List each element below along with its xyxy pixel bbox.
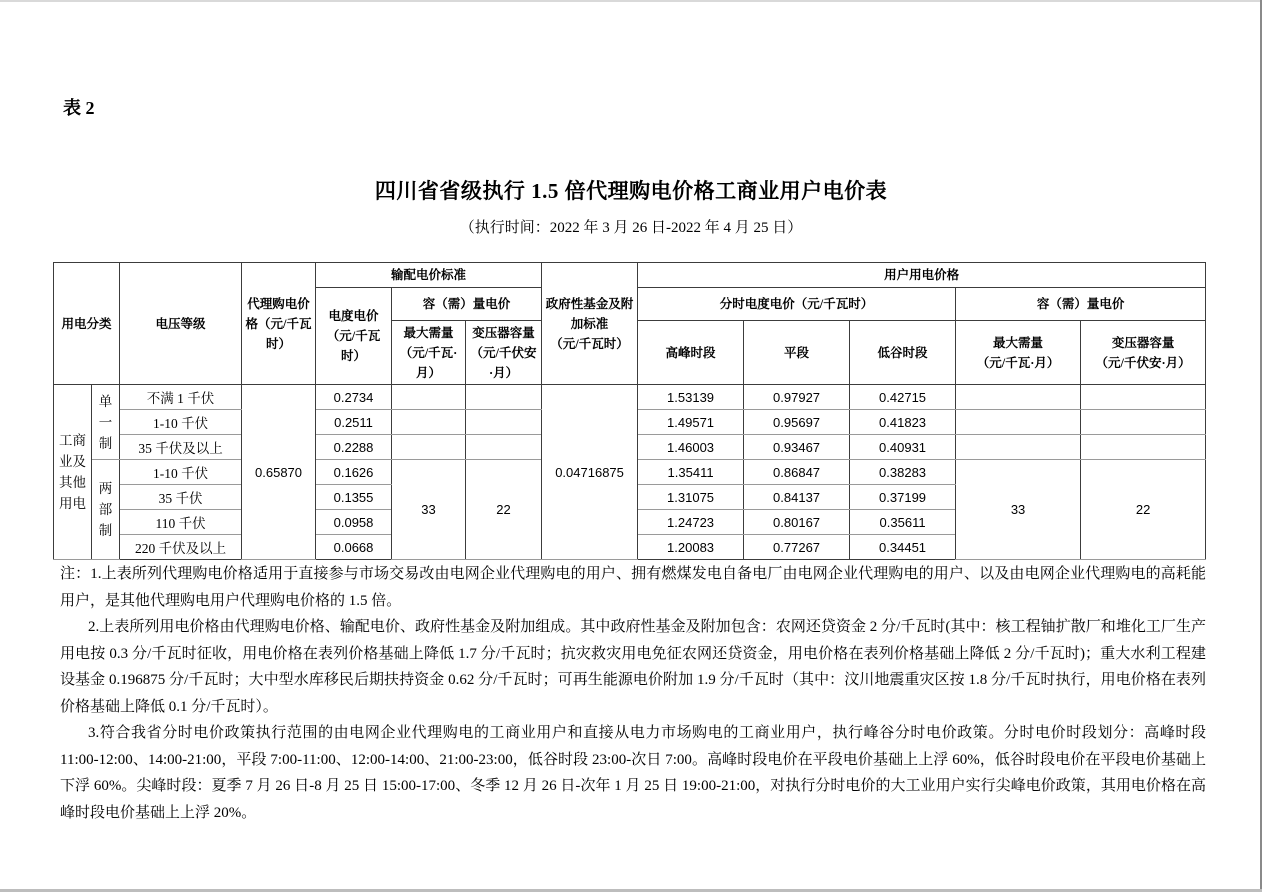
peak-price-cell: 1.20083 bbox=[638, 535, 744, 560]
header-govt-fund-label: 政府性基金及附加标准 bbox=[545, 296, 634, 331]
header-energy-price bbox=[316, 288, 392, 385]
flat-price-cell: 0.77267 bbox=[744, 535, 850, 560]
transformer-empty-cell bbox=[1081, 410, 1206, 435]
flat-price-cell: 0.97927 bbox=[744, 385, 850, 410]
voltage-cell: 35 千伏 bbox=[120, 485, 242, 510]
valley-price-cell: 0.34451 bbox=[850, 535, 956, 560]
header-max-demand-left-label: 最大需量 bbox=[403, 325, 454, 340]
header-tou-group: 分时电度电价（元/千瓦时） bbox=[638, 288, 956, 321]
peak-price-cell: 1.46003 bbox=[638, 435, 744, 460]
header-capacity-group-left: 容（需）量电价 bbox=[392, 288, 542, 321]
header-max-demand-left bbox=[392, 321, 466, 385]
transformer-empty-cell bbox=[466, 435, 542, 460]
energy-price-cell: 0.2511 bbox=[316, 410, 392, 435]
page-subtitle: （执行时间：2022 年 3 月 26 日-2022 年 4 月 25 日） bbox=[459, 220, 803, 236]
table-row bbox=[54, 385, 1206, 410]
header-energy-price-label: 电度电价 bbox=[328, 309, 379, 323]
voltage-cell: 110 千伏 bbox=[120, 510, 242, 535]
transformer-empty-cell bbox=[466, 410, 542, 435]
flat-price-cell: 0.84137 bbox=[744, 485, 850, 510]
transformer-empty-cell bbox=[1081, 435, 1206, 460]
header-transformer-left bbox=[466, 321, 542, 385]
header-agency-price: 代理购电价格（元/千瓦时） bbox=[242, 263, 316, 385]
max-demand-value-cell: 33 bbox=[392, 460, 466, 560]
header-usage-category: 用电分类 bbox=[54, 263, 120, 385]
voltage-cell: 1-10 千伏 bbox=[120, 460, 242, 485]
header-transformer-left-unit: （元/千伏安·月） bbox=[470, 345, 537, 380]
max-demand-empty-cell bbox=[956, 410, 1081, 435]
price-table bbox=[53, 262, 1206, 560]
header-transformer-right-label: 变压器容量 bbox=[1111, 335, 1175, 350]
table-header bbox=[54, 263, 1206, 385]
energy-price-cell: 0.0958 bbox=[316, 510, 392, 535]
header-capacity-group-right: 容（需）量电价 bbox=[956, 288, 1206, 321]
note-3: 3.符合我省分时电价政策执行范围的由电网企业代理购电的工商业用户和直接从电力市场购电的工商业用户，执行峰谷分时电价政策。分时电价时段划分：高峰时段 11:00-12:00、14:00-21:00，平段 7:00-11:00、12:00-14:00、21:00-23:00，低谷时段 23:00-次日 7:00。高峰时段电价在平段电价基础上上浮 60%，低谷时段电价在平段电价基础上下浮 60%。尖峰时段：夏季 7 月 26 日-8 月 25 日 15:00-17:00、冬季 12 月 26 日-次年 1 月 25 日 19:00-21:00，对执行分时电价的大工业用户实行尖峰电价政策，其用电价格在高峰时段电价基础上上浮 20%。 bbox=[60, 725, 1206, 821]
energy-price-cell: 0.2734 bbox=[316, 385, 392, 410]
flat-price-cell: 0.80167 bbox=[744, 510, 850, 535]
govt-fund-cell: 0.04716875 bbox=[542, 385, 638, 560]
transformer-empty-cell bbox=[466, 385, 542, 410]
max-demand-empty-cell bbox=[956, 385, 1081, 410]
max-demand-empty-cell bbox=[392, 385, 466, 410]
valley-price-cell: 0.38283 bbox=[850, 460, 956, 485]
header-voltage-level: 电压等级 bbox=[120, 263, 242, 385]
table-label: 表 2 bbox=[63, 98, 95, 118]
single-system-cell: 单一制 bbox=[92, 385, 120, 460]
max-demand-value-cell: 33 bbox=[956, 460, 1081, 560]
peak-price-cell: 1.31075 bbox=[638, 485, 744, 510]
header-flat: 平段 bbox=[744, 321, 850, 385]
voltage-cell: 220 千伏及以上 bbox=[120, 535, 242, 560]
table-body bbox=[54, 385, 1206, 560]
header-transmission-group: 输配电价标准 bbox=[316, 263, 542, 288]
transformer-value-cell: 22 bbox=[1081, 460, 1206, 560]
page-edge-top bbox=[0, 0, 1262, 2]
valley-price-cell: 0.37199 bbox=[850, 485, 956, 510]
header-govt-fund-unit: （元/千瓦时） bbox=[550, 336, 629, 351]
category-cell: 工商业及其他用电 bbox=[54, 385, 92, 560]
energy-price-cell: 0.2288 bbox=[316, 435, 392, 460]
voltage-cell: 1-10 千伏 bbox=[120, 410, 242, 435]
header-row-1 bbox=[54, 263, 1206, 288]
valley-price-cell: 0.40931 bbox=[850, 435, 956, 460]
two-part-system-cell: 两部制 bbox=[92, 460, 120, 560]
header-peak: 高峰时段 bbox=[638, 321, 744, 385]
header-transformer-left-label: 变压器容量 bbox=[472, 325, 535, 340]
header-govt-fund bbox=[542, 263, 638, 385]
transformer-empty-cell bbox=[1081, 385, 1206, 410]
energy-price-cell: 0.1355 bbox=[316, 485, 392, 510]
note-2: 2.上表所列用电价格由代理购电价格、输配电价、政府性基金及附加组成。其中政府性基金及附加包含：农网还贷资金 2 分/千瓦时(其中：核工程铀扩散厂和堆化工厂生产用电按 0.3 分/千瓦时征收，用电价格在表列价格基础上降低 1.7 分/千瓦时；抗灾救灾用电免征农网还贷资金，用电价格在表列价格基础上降低 2 分/千瓦时)；重大水利工程建设基金 0.196875 分/千瓦时；大中型水库移民后期扶持资金 0.62 分/千瓦时；可再生能源电价附加 1.9 分/千瓦时（其中：汶川地震重灾区按 1.8 分/千瓦时执行，用电价格在表列价格基础上降低 0.1 分/千瓦时）。 bbox=[60, 619, 1206, 715]
page-title: 四川省省级执行 1.5 倍代理购电价格工商业用户电价表 bbox=[374, 179, 888, 203]
flat-price-cell: 0.86847 bbox=[744, 460, 850, 485]
header-transformer-right bbox=[1081, 321, 1206, 385]
peak-price-cell: 1.49571 bbox=[638, 410, 744, 435]
max-demand-empty-cell bbox=[956, 435, 1081, 460]
header-max-demand-left-unit: （元/千瓦·月） bbox=[399, 345, 458, 380]
peak-price-cell: 1.53139 bbox=[638, 385, 744, 410]
energy-price-cell: 0.0668 bbox=[316, 535, 392, 560]
max-demand-empty-cell bbox=[392, 410, 466, 435]
header-energy-price-unit: （元/千瓦时） bbox=[326, 329, 381, 363]
flat-price-cell: 0.93467 bbox=[744, 435, 850, 460]
header-valley: 低谷时段 bbox=[850, 321, 956, 385]
header-max-demand-right-unit: （元/千瓦·月） bbox=[976, 355, 1060, 370]
valley-price-cell: 0.35611 bbox=[850, 510, 956, 535]
header-max-demand-right-label: 最大需量 bbox=[993, 335, 1044, 350]
note-1: 注：1.上表所列代理购电价格适用于直接参与市场交易改由电网企业代理购电的用户、拥有燃煤发电自备电厂由电网企业代理购电的用户、以及由电网企业代理购电的高耗能用户，是其他代理购电用户代理购电价格的 1.5 倍。 bbox=[60, 566, 1206, 609]
valley-price-cell: 0.42715 bbox=[850, 385, 956, 410]
peak-price-cell: 1.24723 bbox=[638, 510, 744, 535]
notes-section bbox=[60, 561, 1206, 826]
max-demand-empty-cell bbox=[392, 435, 466, 460]
voltage-cell: 不满 1 千伏 bbox=[120, 385, 242, 410]
voltage-cell: 35 千伏及以上 bbox=[120, 435, 242, 460]
flat-price-cell: 0.95697 bbox=[744, 410, 850, 435]
header-max-demand-right bbox=[956, 321, 1081, 385]
valley-price-cell: 0.41823 bbox=[850, 410, 956, 435]
transformer-value-cell: 22 bbox=[466, 460, 542, 560]
energy-price-cell: 0.1626 bbox=[316, 460, 392, 485]
agency-price-cell: 0.65870 bbox=[242, 385, 316, 560]
header-user-price-group: 用户用电价格 bbox=[638, 263, 1206, 288]
header-transformer-right-unit: （元/千伏安·月） bbox=[1095, 355, 1191, 370]
peak-price-cell: 1.35411 bbox=[638, 460, 744, 485]
